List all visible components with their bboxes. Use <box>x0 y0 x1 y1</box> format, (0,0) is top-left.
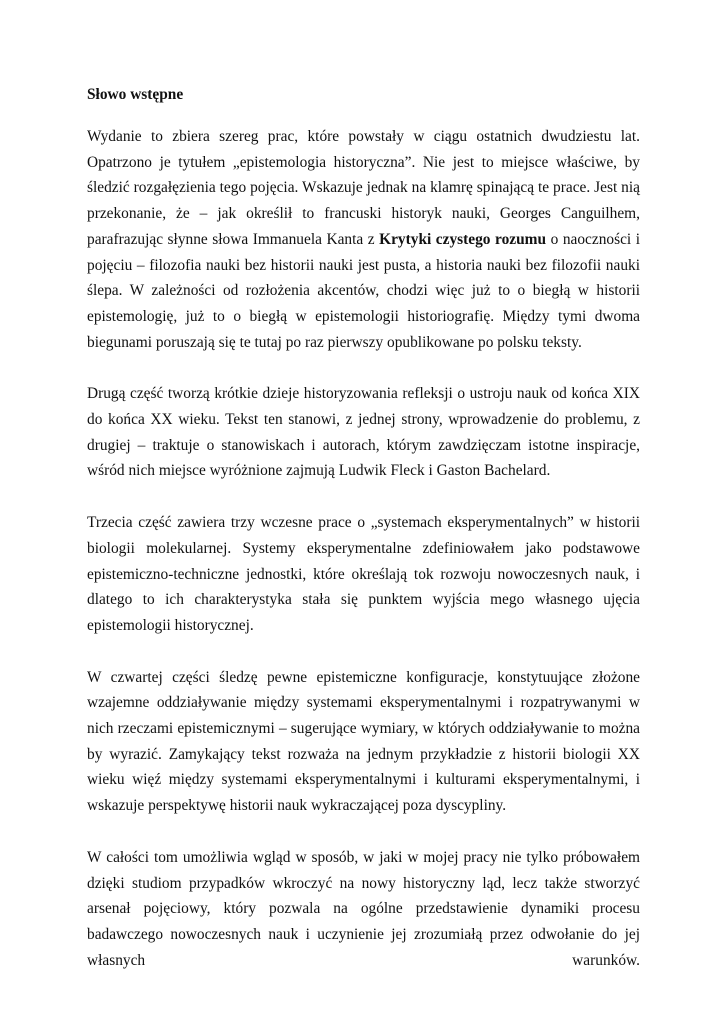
paragraph-2: Drugą część tworzą krótkie dzieje historyzowania refleksji o ustroju nauk od końca XIX do końca XX wieku. Tekst ten stanowi, z jednej strony, wprowadzenie do problemu, z drugiej – traktuje o stanowiskach i autorach, którym zawdzięczam istotne inspiracje, wśród nich miejsce wyróżnione zajmują Ludwik Fleck i Gaston Bachelard. <box>87 385 640 480</box>
document-page <box>87 82 640 999</box>
paragraph-4: W czwartej części śledzę pewne epistemiczne konfiguracje, konstytuujące złożone wzajemne oddziaływanie między systemami eksperymentalnymi i rozpatrywanymi w nich rzeczami epistemicznymi – sugerujące wymiary, w których oddziaływanie to można by wyrazić. Zamykający tekst rozważa na jednym przykładzie z historii biologii XX wieku więź między systemami eksperymentalnymi i kulturami eksperymentalnymi, i wskazuje perspektywę historii nauk wykraczającej poza dyscypliny. <box>87 668 640 815</box>
book-title-bold: Krytyki czystego rozumu <box>379 230 547 248</box>
paragraph-1-text-start: Wydanie to zbiera szereg prac, które powstały w ciągu ostatnich dwudziestu lat. Opatrzono je tytułem „epistemologia historyczna”. Nie jest to miejsce właściwe, by śledzić rozgałęzienia tego pojęcia. Wskazuje jednak na klamrę spinającą te prace. Jest nią przekonanie, że – jak określił to francuski historyk nauki, Georges Canguilhem, parafrazując słynne słowa Immanuela Kanta z <box>87 128 640 248</box>
document-title: Słowo wstępne <box>87 86 184 103</box>
paragraph-1 <box>87 124 640 355</box>
paragraph-1-text-end: o naoczności i pojęciu – filozofia nauki bez historii nauki jest pusta, a historia nauki bez filozofii nauki ślepa. W zależności od rozłożenia akcentów, chodzi więc już to o biegłą w historii epistemologię, już to o biegłą w epistemologii historiografię. Między tymi dwoma biegunami poruszają się te tutaj po raz pierwszy opublikowane po polsku teksty. <box>87 230 641 351</box>
paragraph-5: W całości tom umożliwia wgląd w sposób, w jaki w mojej pracy nie tylko próbowałem dzięki studiom przypadków wkroczyć na nowy historyczny ląd, lecz także stworzyć arsenał pojęciowy, który pozwala na ogólne przedstawienie dynamiki procesu badawczego nowoczesnych nauk i uczynienie jej zrozumiałą przez odwołanie do jej własnych warunków. <box>87 848 640 969</box>
paragraph-3: Trzecia część zawiera trzy wczesne prace o „systemach eksperymentalnych” w historii biologii molekularnej. Systemy eksperymentalne zdefiniowałem jako podstawowe epistemiczno-techniczne jednostki, które określają tok rozwoju nowoczesnych nauk, i dlatego to ich charakterystyka stała się punktem wyjścia mego własnego ujęcia epistemologii historycznej. <box>87 514 640 634</box>
